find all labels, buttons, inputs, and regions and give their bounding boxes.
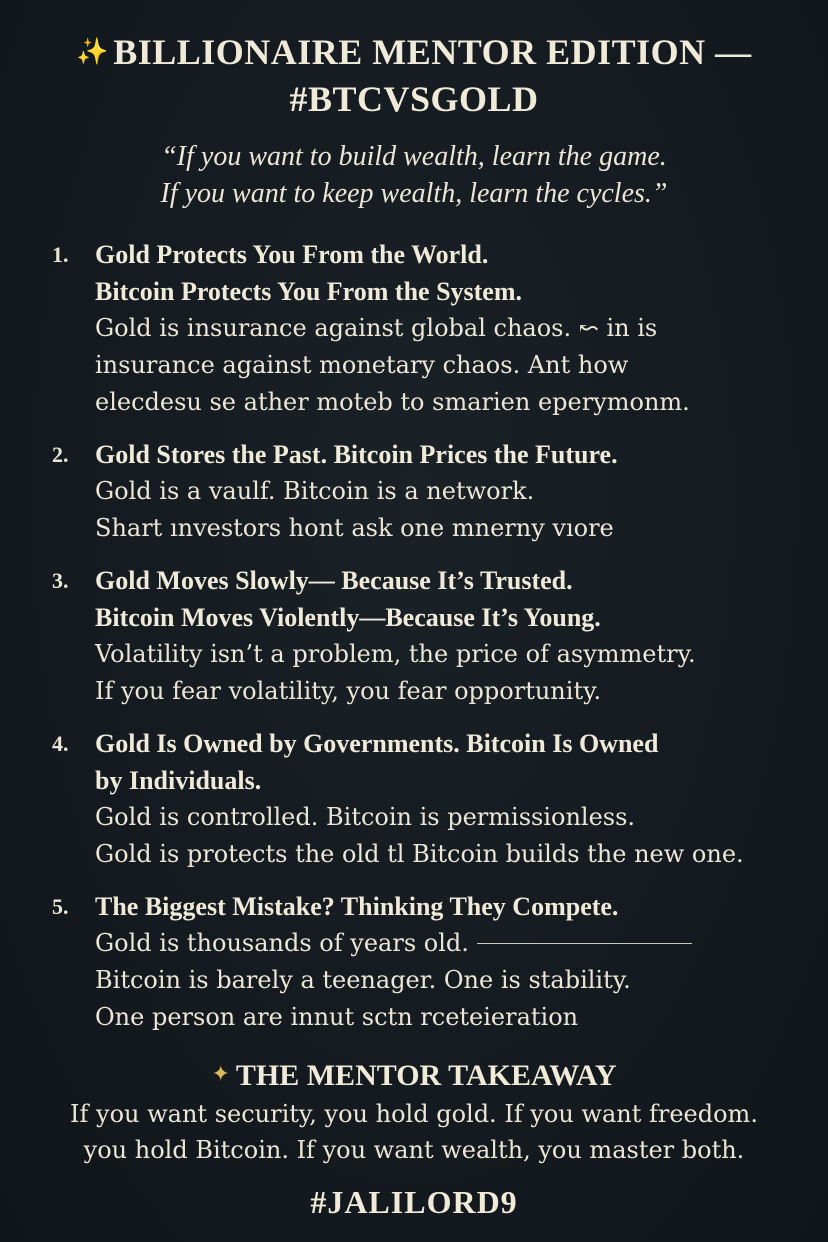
opening-quote bbox=[40, 138, 788, 212]
takeaway-line-2: you hold Bitcoin. If you want wealth, you master both. bbox=[83, 1136, 745, 1164]
item-text-line: Gold is controlled. Bitcoin is permissionless. bbox=[95, 803, 636, 831]
item-text-line: elecdesu se ather motеb to smarien eperymonm. bbox=[95, 388, 690, 416]
item-body bbox=[95, 436, 795, 547]
item-text-line: Gold is a vaulf. Bitcoin is a network. bbox=[95, 477, 535, 505]
item-text-line: Volatility isn’t a problem, the price of asymmetry. bbox=[95, 640, 696, 668]
item-text-line: Gold is protects the old tl Bitcoin builds the new one. bbox=[95, 840, 744, 868]
horizontal-rule bbox=[477, 943, 692, 944]
item-body bbox=[95, 888, 795, 1036]
item-text-line bbox=[95, 925, 795, 962]
sparkle-icon: ✦ bbox=[211, 1061, 230, 1086]
item-heading-line-1: Gold Stores the Past. Bitcoin Prices the Future. bbox=[95, 440, 618, 469]
item-number: 4. bbox=[52, 731, 69, 756]
item-body bbox=[95, 562, 795, 710]
item-number: 1. bbox=[52, 242, 69, 267]
item-text-line: Shart ınvestors hont ask one mnerny vıore bbox=[95, 514, 614, 542]
item-heading-line-1: Gold Protects You From the World. bbox=[95, 240, 489, 269]
item-heading-line-1: Gold Moves Slowly— Because It’s Trusted. bbox=[95, 566, 573, 595]
takeaway-text bbox=[30, 1096, 798, 1168]
quote-line-1: “If you want to build wealth, learn the game. bbox=[161, 141, 667, 172]
item-text-line: One person are innut sctn rceteieration bbox=[95, 1003, 579, 1031]
item-number: 5. bbox=[52, 894, 69, 919]
item-body bbox=[95, 725, 795, 873]
item-number: 3. bbox=[52, 568, 69, 593]
item-heading-line-1: Gold Is Owned by Governments. Bitcoin Is Owned bbox=[95, 729, 659, 758]
item-text-line: insurance against monetary chaos. Ant how bbox=[95, 351, 629, 379]
item-heading-line-2: Bitcoin Protects You From the System. bbox=[95, 277, 523, 306]
takeaway-title-text: THE MENTOR TAKEAWAY bbox=[235, 1059, 617, 1092]
takeaway-heading bbox=[40, 1054, 788, 1096]
item-text-line: If you fear volatility, you fear opportunity. bbox=[95, 677, 602, 705]
title-line-2: #BTCVSGOLD bbox=[289, 79, 539, 119]
title-line-1 bbox=[40, 28, 788, 76]
item-text: Gold is thousands of years old. bbox=[95, 929, 469, 957]
title-text-1: BILLIONAIRE MENTOR EDITION — bbox=[113, 32, 752, 72]
quote-line-2: If you want to keep wealth, learn the cycles.” bbox=[160, 178, 668, 209]
item-heading-line-2: by Individuals. bbox=[95, 766, 262, 795]
item-text-line: Gold is insurance against global chaos. ↜ in is bbox=[95, 314, 658, 342]
item-heading-line-1: The Biggest Mistake? Thinking They Compete. bbox=[95, 892, 619, 921]
item-text-line: Bitcoin is barely a teenager. One is stability. bbox=[95, 966, 631, 994]
item-number: 2. bbox=[52, 442, 69, 467]
item-body bbox=[95, 236, 795, 421]
takeaway-line-1: If you want security, you hold gold. If you want freedom. bbox=[70, 1100, 758, 1128]
sparkles-icon: ✨ bbox=[76, 37, 110, 66]
footer-hashtag: #JALILORD9 bbox=[310, 1184, 518, 1220]
page-title bbox=[40, 28, 788, 123]
item-heading-line-2: Bitcoin Moves Violently—Because It’s Young. bbox=[95, 603, 601, 632]
